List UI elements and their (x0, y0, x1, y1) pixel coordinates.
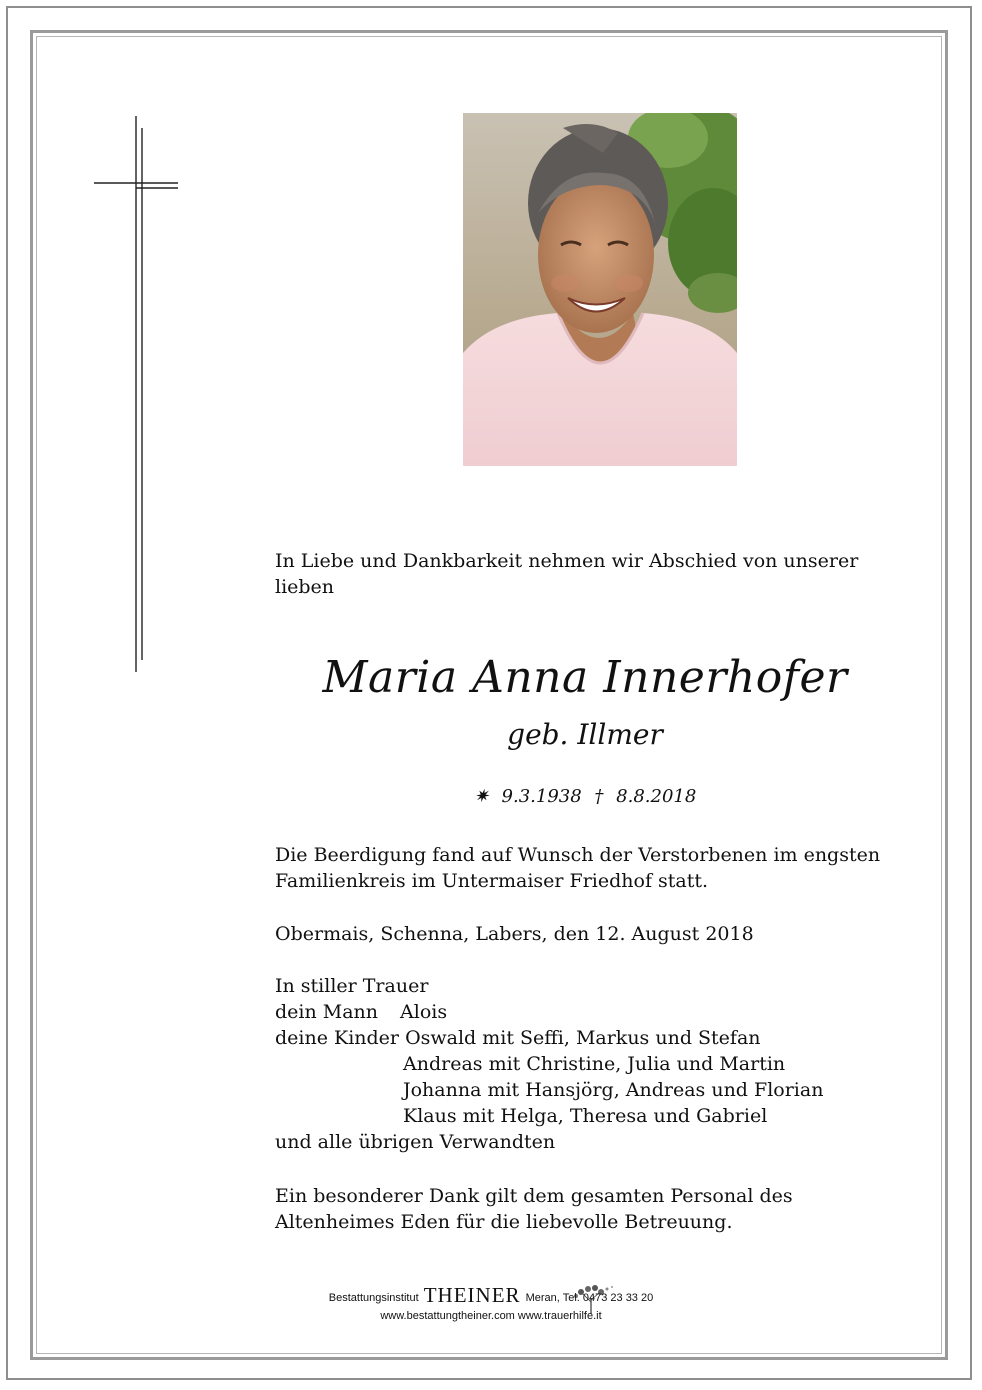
life-dates (300, 784, 870, 810)
child-family: Johanna mit Hansjörg, Andreas und Florian (403, 1079, 824, 1101)
maiden-name: geb. Illmer (507, 718, 663, 751)
footer-prefix: Bestattungsinstitut (328, 1292, 419, 1304)
cross-icon (92, 116, 182, 672)
child-family: Andreas mit Christine, Julia und Martin (403, 1053, 786, 1075)
mourners-heading: In stiller Trauer (275, 975, 429, 997)
child-family: Klaus mit Helga, Theresa und Gabriel (403, 1105, 768, 1127)
intro-text: In Liebe und Dankbarkeit nehmen wir Abschied von unserer lieben (275, 550, 859, 598)
place-and-date: Obermais, Schenna, Labers, den 12. August 2018 (275, 923, 754, 945)
footer-websites: www.bestattungtheiner.com www.trauerhilfe.it (380, 1310, 602, 1322)
footer-contact: Meran, Tel. 0473 23 33 20 (525, 1292, 654, 1304)
children-row (275, 1025, 915, 1051)
husband-row (275, 999, 915, 1025)
birth-star-icon: ✷ (473, 786, 489, 807)
mourners-list (275, 973, 915, 1155)
husband-name: Alois (400, 1001, 448, 1023)
children-label: deine Kinder (275, 1027, 400, 1049)
relatives-row: und alle übrigen Verwandten (275, 1131, 556, 1153)
portrait-photo (463, 113, 737, 466)
husband-label: dein Mann (275, 1001, 379, 1023)
burial-notice: Die Beerdigung fand auf Wunsch der Verstorbenen im engsten Familienkreis im Untermaiser Friedhof statt. (275, 844, 881, 892)
funeral-home-footer (0, 1283, 982, 1323)
birth-date: 9.3.1938 (501, 786, 582, 807)
thanks-text: Ein besonderer Dank gilt dem gesamten Personal des Altenheimes Eden für die liebevolle Betreuung. (275, 1185, 793, 1233)
deceased-name: Maria Anna Innerhofer (322, 652, 848, 703)
death-cross-icon: † (594, 786, 604, 807)
death-date: 8.8.2018 (616, 786, 697, 807)
child-family: Oswald mit Seffi, Markus und Stefan (405, 1027, 761, 1049)
funeral-home-brand: THEINER (423, 1283, 521, 1307)
